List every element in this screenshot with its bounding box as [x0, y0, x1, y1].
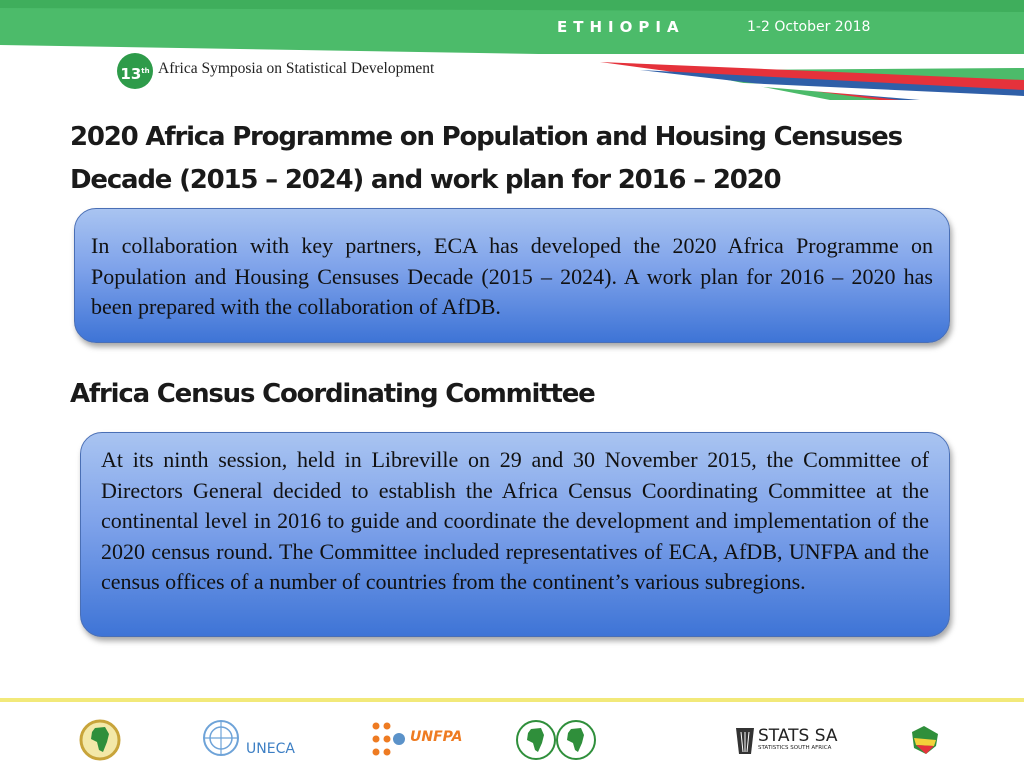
unfpa-label: UNFPA [410, 729, 463, 745]
stats-sa-icon [734, 712, 756, 768]
section1-title [70, 116, 902, 202]
header-banner [0, 0, 1024, 100]
ethiopia-map-icon [904, 712, 944, 768]
stats-sa-label: STATS SA [758, 726, 838, 746]
unfpa-dots-icon [368, 712, 408, 768]
section2-text-box [80, 432, 950, 637]
footer-divider [0, 698, 1024, 702]
stats-sa-sublabel: STATISTICS SOUTH AFRICA [758, 745, 832, 751]
au-emblem-icon [78, 712, 122, 768]
symposium-name: Africa Symposia on Statistical Development [158, 60, 435, 77]
section1-title-line1: 2020 Africa Programme on Population and Housing Censuses [70, 122, 902, 152]
section1-text-box [74, 208, 950, 343]
afdb-emblem-icon [515, 712, 597, 768]
section2-body: At its ninth session, held in Libreville on 29 and 30 November 2015, the Committee of Directors General decided to establish the Africa Census Coordinating Committee at the continental level in 2016 to guide and coordinate the development and implementation of the 2020 census round. The Committee included representatives of ECA, AfDB, UNFPA and the census offices of a number of countries from the continent’s various subregions. [101, 447, 929, 594]
section2-title: Africa Census Coordinating Committee [70, 379, 595, 409]
uneca-label: UNECA [246, 741, 295, 757]
section1-body: In collaboration with key partners, ECA has developed the 2020 Africa Programme on Population and Housing Censuses Decade (2015 – 2024). A work plan for 2016 – 2020 has been prepared with the collaboration of AfDB. [91, 233, 933, 319]
country-label: ETHIOPIA [557, 18, 685, 36]
un-emblem-icon [199, 712, 243, 768]
event-dates: 1-2 October 2018 [747, 19, 871, 35]
symposium-logo: 13th [117, 53, 153, 89]
section1-title-line2: Decade (2015 – 2024) and work plan for 2016 – 2020 [70, 165, 781, 195]
